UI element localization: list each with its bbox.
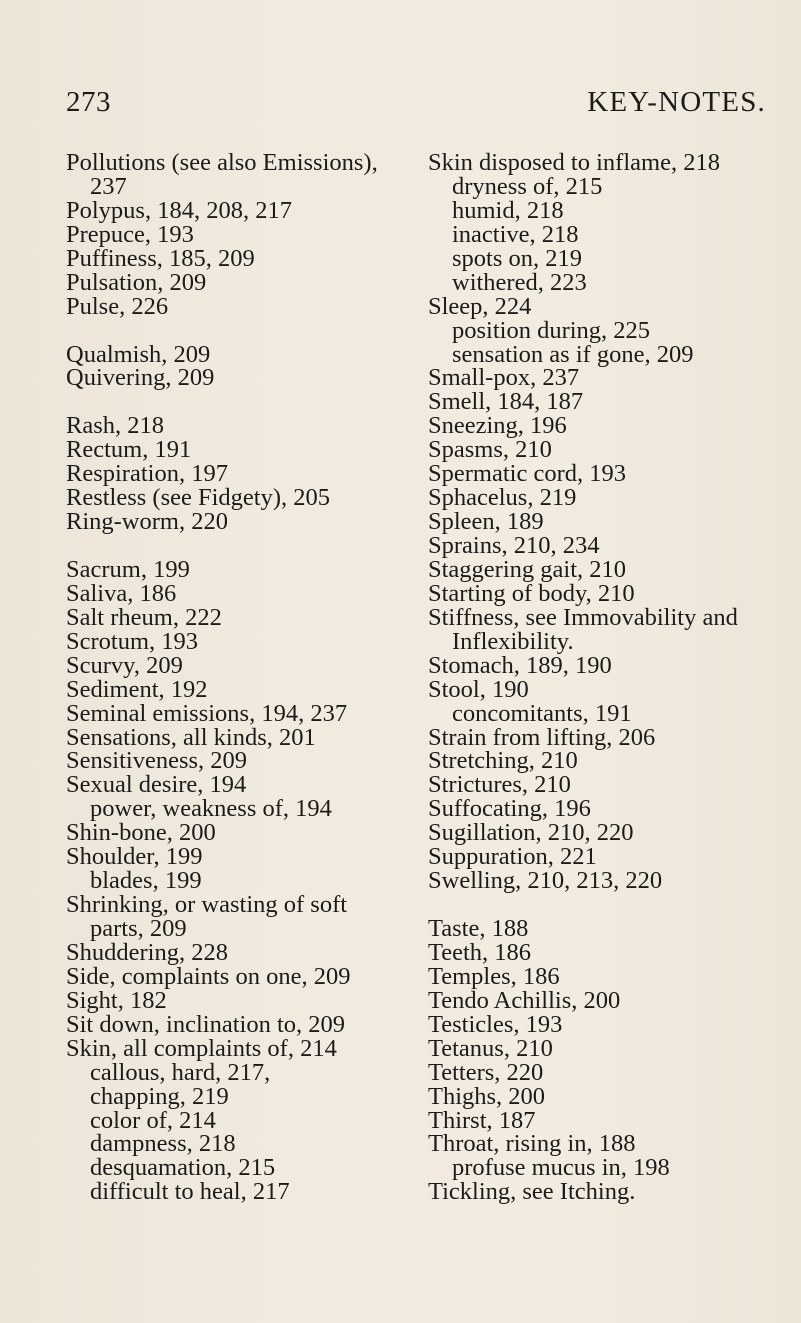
index-subentry: power, weakness of, 194 — [90, 795, 332, 823]
index-entry: Prepuce, 193 — [66, 220, 194, 248]
index-entry: Stiffness, see Immovability and — [428, 603, 738, 631]
index-subentry: callous, hard, 217, — [90, 1058, 271, 1086]
index-entry: Scurvy, 209 — [66, 651, 183, 679]
page-header — [66, 86, 766, 128]
index-entry: Thirst, 187 — [428, 1106, 536, 1134]
index-entry: Stomach, 189, 190 — [428, 651, 612, 679]
index-subentry: dryness of, 215 — [452, 172, 603, 200]
index-entry: Seminal emissions, 194, 237 — [66, 699, 348, 727]
index-subentry: blades, 199 — [90, 867, 202, 895]
running-head: KEY-NOTES. — [587, 86, 766, 118]
index-subentry: difficult to heal, 217 — [90, 1178, 290, 1206]
index-entry: Tetanus, 210 — [428, 1034, 553, 1062]
index-entry: Rectum, 191 — [66, 436, 192, 464]
index-entry: Pollutions (see also Emissions), — [66, 149, 378, 176]
section-gap — [428, 893, 773, 917]
index-subentry: concomitants, 191 — [452, 699, 632, 727]
index-entry: Strain from lifting, 206 — [428, 723, 656, 751]
index-entry: Stool, 190 — [428, 675, 529, 703]
index-entry: Skin disposed to inflame, 218 — [428, 149, 720, 176]
index-entry: Quivering, 209 — [66, 364, 215, 392]
index-entry: Staggering gait, 210 — [428, 555, 627, 583]
section-gap — [66, 390, 416, 414]
index-entry: Pulsation, 209 — [66, 268, 207, 296]
index-entry: Shoulder, 199 — [66, 843, 203, 871]
index-subentry: position during, 225 — [452, 316, 651, 344]
index-entry: Taste, 188 — [428, 915, 529, 942]
index-entry: Shin-bone, 200 — [66, 819, 216, 847]
index-entry: Ring-worm, 220 — [66, 508, 228, 536]
index-entry: Throat, rising in, 188 — [428, 1130, 636, 1158]
index-subentry: sensation as if gone, 209 — [452, 340, 694, 368]
index-entry: Sit down, inclination to, 209 — [66, 1010, 346, 1038]
index-entry: Starting of body, 210 — [428, 579, 635, 607]
index-entry: Tickling, see Itching. — [428, 1178, 636, 1206]
index-subentry: dampness, 218 — [90, 1130, 236, 1158]
index-entry: Tetters, 220 — [428, 1058, 544, 1086]
index-subentry: chapping, 219 — [90, 1082, 229, 1110]
index-entry: Stretching, 210 — [428, 747, 578, 775]
index-entry: Scrotum, 193 — [66, 627, 199, 655]
index-entry: Saliva, 186 — [66, 579, 177, 607]
index-entry: Restless (see Fidgety), 205 — [66, 484, 331, 512]
index-entry: Teeth, 186 — [428, 938, 532, 966]
index-entry: Sleep, 224 — [428, 292, 532, 320]
index-entry: Spleen, 189 — [428, 508, 544, 536]
page-number: 273 — [66, 86, 111, 118]
index-entry: Suffocating, 196 — [428, 795, 591, 823]
section-gap — [66, 534, 416, 558]
index-entry: Small-pox, 237 — [428, 364, 580, 392]
index-entry: Sprains, 210, 234 — [428, 532, 600, 559]
index-subentry: inactive, 218 — [452, 220, 579, 248]
index-subentry: desquamation, 215 — [90, 1154, 276, 1182]
index-entry: Shrinking, or wasting of soft — [66, 891, 348, 919]
index-entry: Side, complaints on one, 209 — [66, 962, 351, 990]
index-entry: Sight, 182 — [66, 986, 167, 1014]
index-entry: Smell, 184, 187 — [428, 388, 584, 416]
index-entry: Sugillation, 210, 220 — [428, 819, 634, 847]
index-entry: Thighs, 200 — [428, 1082, 546, 1110]
index-entry: Sacrum, 199 — [66, 555, 190, 583]
index-entry: 237 — [90, 172, 127, 200]
index-entry: Polypus, 184, 208, 217 — [66, 196, 292, 224]
index-entry: Swelling, 210, 213, 220 — [428, 867, 663, 895]
index-entry: Pulse, 226 — [66, 292, 169, 320]
index-entry: Puffiness, 185, 209 — [66, 244, 255, 272]
index-entry: Temples, 186 — [428, 962, 560, 990]
index-subentry: humid, 218 — [452, 196, 564, 224]
index-entry: Respiration, 197 — [66, 460, 228, 488]
index-entry: Sediment, 192 — [66, 675, 208, 703]
index-entry: Strictures, 210 — [428, 771, 571, 799]
index-entry: Spasms, 210 — [428, 436, 552, 464]
index-subentry: color of, 214 — [90, 1106, 216, 1134]
index-entry: Sneezing, 196 — [428, 412, 567, 440]
index-subentry: parts, 209 — [90, 915, 187, 942]
index-entry: Skin, all complaints of, 214 — [66, 1034, 337, 1062]
index-entry: Sensations, all kinds, 201 — [66, 723, 316, 751]
index-entry: Testicles, 193 — [428, 1010, 563, 1038]
index-entry: Sexual desire, 194 — [66, 771, 247, 799]
index-subentry: withered, 223 — [452, 268, 587, 296]
index-entry: Suppuration, 221 — [428, 843, 597, 871]
index-entry: Spermatic cord, 193 — [428, 460, 626, 488]
index-entry: Sensitiveness, 209 — [66, 747, 248, 775]
index-column-left — [66, 151, 416, 1204]
index-entry: Qualmish, 209 — [66, 340, 211, 368]
index-entry: Rash, 218 — [66, 412, 164, 440]
index-subentry: profuse mucus in, 198 — [452, 1154, 670, 1182]
index-entry: Salt rheum, 222 — [66, 603, 222, 631]
section-gap — [66, 319, 416, 343]
index-column-right — [428, 151, 773, 1204]
index-subentry: Inflexibility. — [452, 627, 574, 655]
index-entry: Sphacelus, 219 — [428, 484, 577, 512]
index-subentry: spots on, 219 — [452, 244, 583, 272]
index-entry: Shuddering, 228 — [66, 938, 228, 966]
index-entry: Tendo Achillis, 200 — [428, 986, 621, 1014]
